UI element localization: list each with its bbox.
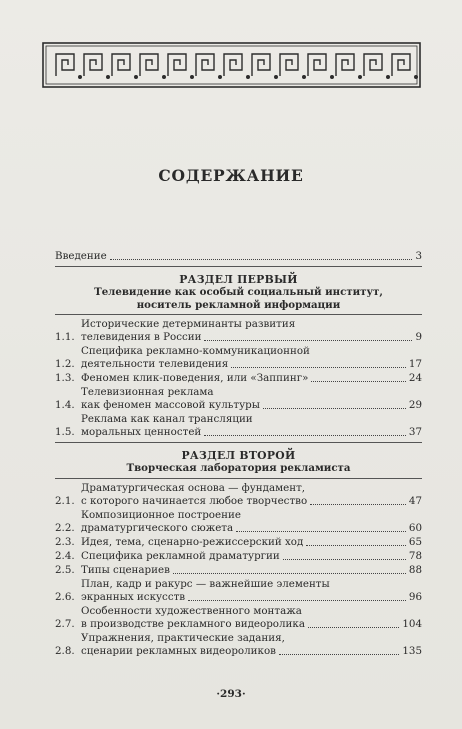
toc-item[interactable]: [55, 536, 422, 549]
section-subtitle: Творческая лаборатория рекламиста: [126, 462, 351, 474]
toc-intro-page: 3: [415, 250, 422, 262]
toc-item-page: 65: [408, 535, 422, 548]
toc-item-title-line: Феномен клик-поведения, или «Заппинг»: [81, 372, 309, 384]
toc-item-title-line: Упражнения, практические задания,: [81, 631, 285, 644]
toc-item[interactable]: [55, 413, 422, 439]
ornament-motif: [224, 54, 242, 76]
toc-item[interactable]: [55, 318, 422, 344]
ornament-motif: [280, 54, 298, 76]
toc-item-page: 9: [415, 331, 422, 343]
page-number: ·293·: [216, 688, 246, 700]
ornament-dot: [415, 76, 418, 79]
toc-item-title-line: телевидения в России: [81, 331, 202, 343]
section-heading: РАЗДЕЛ ПЕРВЫЙ: [179, 273, 298, 286]
toc-item-number: 1.5.: [55, 426, 75, 438]
ornament-motif: [56, 54, 74, 76]
ornament-dot: [331, 76, 334, 79]
ornament-motif: [196, 54, 214, 76]
ornament-dot: [387, 76, 390, 79]
toc-item-title-line: Телевизионная реклама: [81, 386, 214, 398]
toc-item-title-line: деятельности телевидения: [81, 358, 229, 370]
toc-item-title-line: Специфика рекламно-коммуникационной: [81, 345, 310, 357]
section-divider: [55, 478, 422, 479]
toc-item-number: 1.4.: [55, 399, 75, 411]
toc-item-page: 37: [408, 426, 422, 438]
ornament-motif: [168, 54, 186, 76]
ornament-dot: [163, 76, 166, 79]
leader-dots: [311, 380, 405, 382]
ornament-dot: [135, 76, 138, 79]
ornament-motif: [84, 54, 102, 76]
leader-dots: [283, 558, 406, 560]
toc-item-number: 2.5.: [55, 563, 75, 576]
ornament-dot: [191, 76, 194, 79]
ornament-dot: [247, 76, 250, 79]
ornament-motif: [140, 54, 158, 76]
toc-item-number: 2.8.: [55, 644, 75, 657]
leader-dots: [306, 544, 406, 546]
toc-item-page: 96: [408, 590, 422, 603]
ornament-dot: [107, 76, 110, 79]
toc-item-page: 88: [408, 563, 422, 576]
leader-dots: [308, 626, 399, 628]
toc-item-title-line: Специфика рекламной драматургии: [81, 549, 280, 562]
table-of-contents: [55, 250, 422, 659]
leader-dots: [236, 530, 406, 532]
ornament-motif: [392, 54, 410, 76]
leader-dots: [188, 599, 406, 601]
toc-item[interactable]: [55, 345, 422, 371]
toc-item-number: 2.4.: [55, 549, 75, 562]
ornament-motif: [336, 54, 354, 76]
toc-item-number: 2.7.: [55, 617, 75, 630]
toc-item-number: 1.2.: [55, 358, 75, 370]
toc-intro-label: Введение: [55, 250, 107, 262]
decorative-ornament-border: [42, 42, 421, 88]
toc-item-title-line: Особенности художественного монтажа: [81, 604, 302, 617]
leader-dots: [204, 339, 412, 341]
ornament-motif: [308, 54, 326, 76]
leader-dots: [279, 653, 399, 655]
toc-item-page: 17: [408, 358, 422, 370]
toc-item-title-line: как феномен массовой культуры: [81, 399, 260, 411]
toc-item-title-line: Исторические детерминанты развития: [81, 318, 296, 330]
toc-item[interactable]: [55, 564, 422, 577]
toc-item-title-line: Типы сценариев: [81, 563, 170, 576]
toc-item-title-line: с которого начинается любое творчество: [81, 494, 308, 507]
toc-item-title-line: План, кадр и ракурс — важнейшие элементы: [81, 577, 330, 590]
toc-item[interactable]: [55, 550, 422, 563]
toc-item-number: 2.1.: [55, 494, 75, 507]
toc-item-title-line: Реклама как канал трансляции: [81, 413, 253, 425]
ornament-motif: [252, 54, 270, 76]
toc-sections: [55, 266, 422, 658]
leader-dots: [110, 258, 413, 260]
section-divider: [55, 266, 422, 267]
page-title: СОДЕРЖАНИЕ: [158, 166, 304, 185]
ornament-dot: [359, 76, 362, 79]
toc-item-title-line: сценарии рекламных видеороликов: [81, 644, 276, 657]
leader-dots: [263, 407, 406, 409]
toc-item-number: 1.1.: [55, 331, 75, 343]
toc-item[interactable]: [55, 386, 422, 412]
section-divider: [55, 314, 422, 315]
ornament-dot: [219, 76, 222, 79]
toc-item[interactable]: [55, 632, 422, 658]
ornament-dot: [303, 76, 306, 79]
toc-item[interactable]: [55, 372, 422, 385]
toc-item-title-line: Идея, тема, сценарно-режиссерский ход: [81, 535, 304, 548]
toc-item-title-line: моральных ценностей: [81, 426, 202, 438]
ornament-motif: [364, 54, 382, 76]
toc-item-page: 29: [408, 399, 422, 411]
leader-dots: [204, 434, 406, 436]
toc-item[interactable]: [55, 482, 422, 508]
toc-intro[interactable]: [55, 250, 422, 263]
leader-dots: [231, 366, 406, 368]
toc-item-page: 78: [408, 549, 422, 562]
ornament-motif: [112, 54, 130, 76]
toc-item-title-line: драматургического сюжета: [81, 521, 234, 534]
section-heading: РАЗДЕЛ ВТОРОЙ: [181, 449, 296, 462]
toc-item-number: 2.3.: [55, 535, 75, 548]
toc-item-title-line: Композиционное построение: [81, 508, 241, 521]
toc-item-number: 2.2.: [55, 521, 75, 534]
toc-item[interactable]: [55, 605, 422, 631]
ornament-dot: [275, 76, 278, 79]
toc-item[interactable]: [55, 578, 422, 604]
toc-item-page: 47: [408, 494, 422, 507]
toc-item-number: 2.6.: [55, 590, 75, 603]
section-subtitle: носитель рекламной информации: [136, 298, 341, 311]
toc-item-page: 104: [402, 617, 422, 630]
toc-item-page: 135: [402, 644, 422, 657]
toc-item-page: 24: [408, 372, 422, 384]
toc-item-page: 60: [408, 521, 422, 534]
toc-item-number: 1.3.: [55, 372, 75, 384]
ornament-dot: [79, 76, 82, 79]
section-divider: [55, 442, 422, 443]
leader-dots: [173, 572, 406, 574]
toc-item[interactable]: [55, 509, 422, 535]
section-subtitle: Телевидение как особый социальный институт,: [94, 286, 383, 298]
toc-item-title-line: Драматургическая основа — фундамент,: [81, 481, 306, 494]
leader-dots: [310, 503, 406, 505]
toc-item-title-line: экранных искусств: [81, 590, 186, 603]
toc-item-title-line: в производстве рекламного видеоролика: [81, 617, 305, 630]
